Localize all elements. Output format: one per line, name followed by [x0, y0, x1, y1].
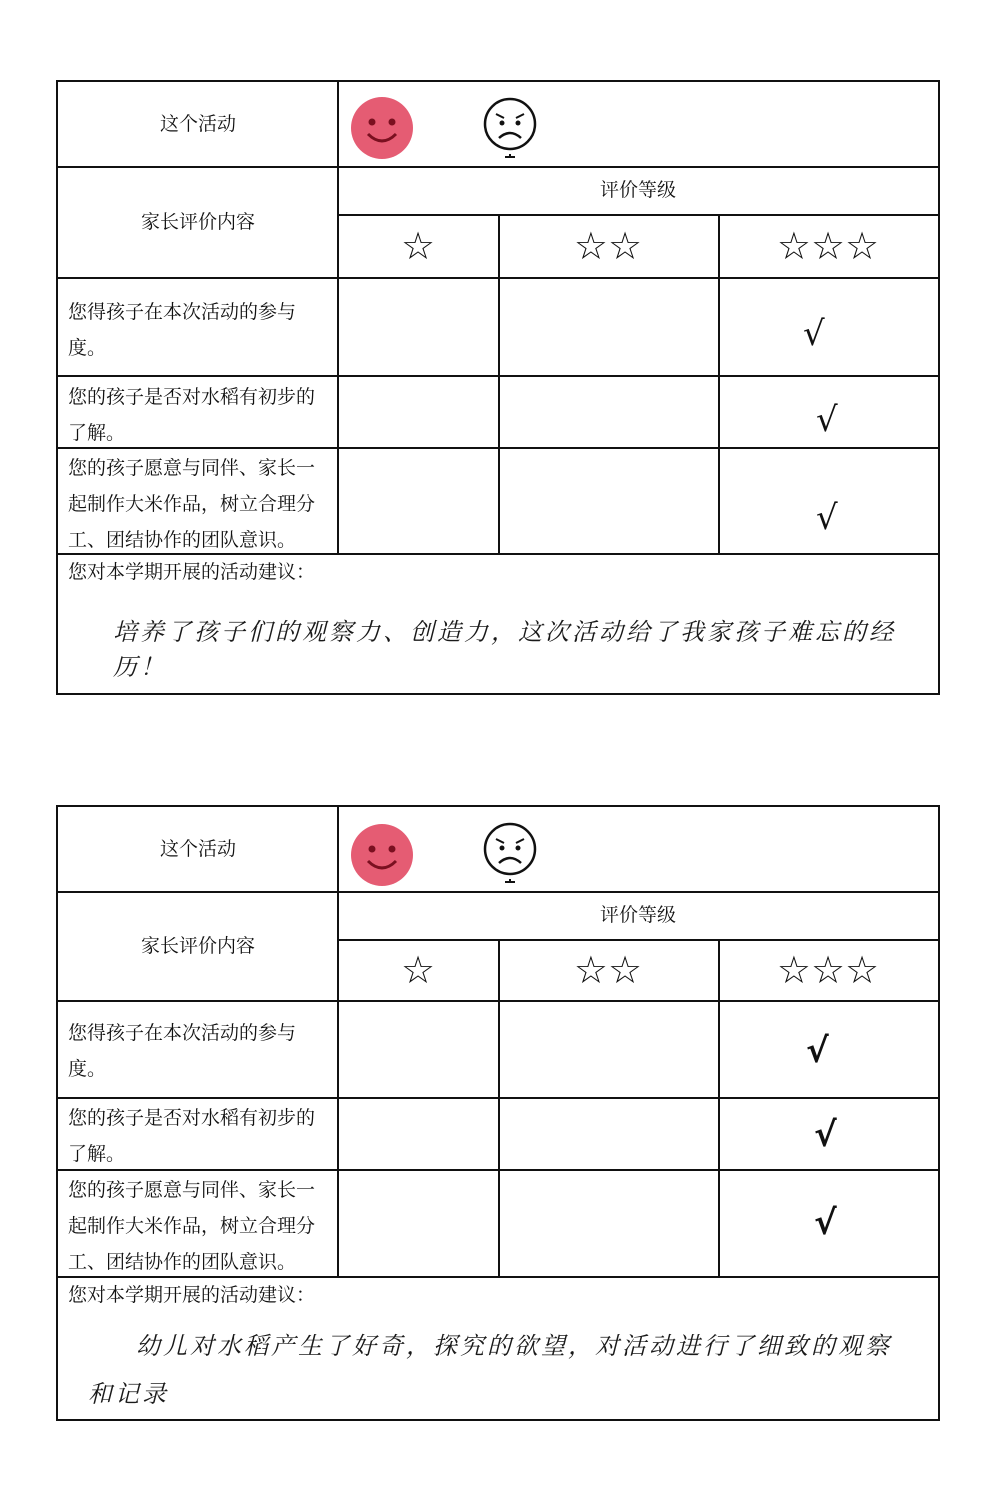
happy-face-stamp-icon[interactable]	[346, 819, 418, 891]
checkmark-icon[interactable]: √	[816, 400, 838, 440]
happy-face-stamp-icon[interactable]	[346, 92, 418, 164]
one-star-icon: ☆	[400, 948, 436, 992]
row-divider	[58, 891, 938, 893]
row-divider	[58, 166, 938, 168]
question-rice-knowledge: 您的孩子是否对水稻有初步的了解。	[68, 386, 316, 444]
checkmark-icon[interactable]: √	[814, 1115, 837, 1155]
activity-label: 这个活动	[159, 113, 236, 135]
rating-level-label: 评价等级	[599, 179, 676, 201]
checkmark-icon[interactable]: √	[806, 1031, 829, 1071]
parent-eval-label: 家长评价内容	[140, 211, 255, 233]
question-participation: 您得孩子在本次活动的参与度。	[68, 1022, 297, 1080]
question-participation: 您得孩子在本次活动的参与度。	[68, 301, 297, 359]
col-divider	[337, 82, 339, 554]
two-star-icon: ☆☆	[573, 224, 643, 268]
sad-face-icon[interactable]	[478, 819, 542, 887]
checkmark-icon[interactable]: √	[803, 314, 825, 354]
suggestion-label: 您对本学期开展的活动建议：	[68, 1284, 316, 1306]
question-teamwork: 您的孩子愿意与同伴、家长一起制作大米作品，树立合理分工、团结协作的团队意识。	[68, 457, 316, 551]
three-star-icon: ☆☆☆	[776, 224, 880, 268]
suggestion-label: 您对本学期开展的活动建议：	[68, 561, 316, 583]
three-star-icon: ☆☆☆	[776, 948, 880, 992]
handwritten-suggestion[interactable]: 幼儿对水稻产生了好奇，探究的欲望，对活动进行了细致的观察和记录	[88, 1332, 892, 1408]
row-divider	[338, 214, 938, 216]
handwritten-suggestion[interactable]: 培养了孩子们的观察力、创造力，这次活动给了我家孩子难忘的经历！	[113, 618, 896, 681]
question-teamwork: 您的孩子愿意与同伴、家长一起制作大米作品，树立合理分工、团结协作的团队意识。	[68, 1179, 316, 1273]
parent-eval-label: 家长评价内容	[140, 935, 255, 957]
evaluation-form-2	[56, 805, 940, 1421]
col-divider	[337, 807, 339, 1277]
evaluation-form-1	[56, 80, 940, 695]
rating-level-label: 评价等级	[599, 904, 676, 926]
activity-label: 这个活动	[159, 838, 236, 860]
checkmark-icon[interactable]: √	[814, 1203, 837, 1243]
two-star-icon: ☆☆	[573, 948, 643, 992]
row-divider	[338, 939, 938, 941]
sad-face-icon[interactable]	[478, 94, 542, 162]
checkmark-icon[interactable]: √	[816, 498, 838, 538]
one-star-icon: ☆	[400, 224, 436, 268]
question-rice-knowledge: 您的孩子是否对水稻有初步的了解。	[68, 1107, 316, 1165]
